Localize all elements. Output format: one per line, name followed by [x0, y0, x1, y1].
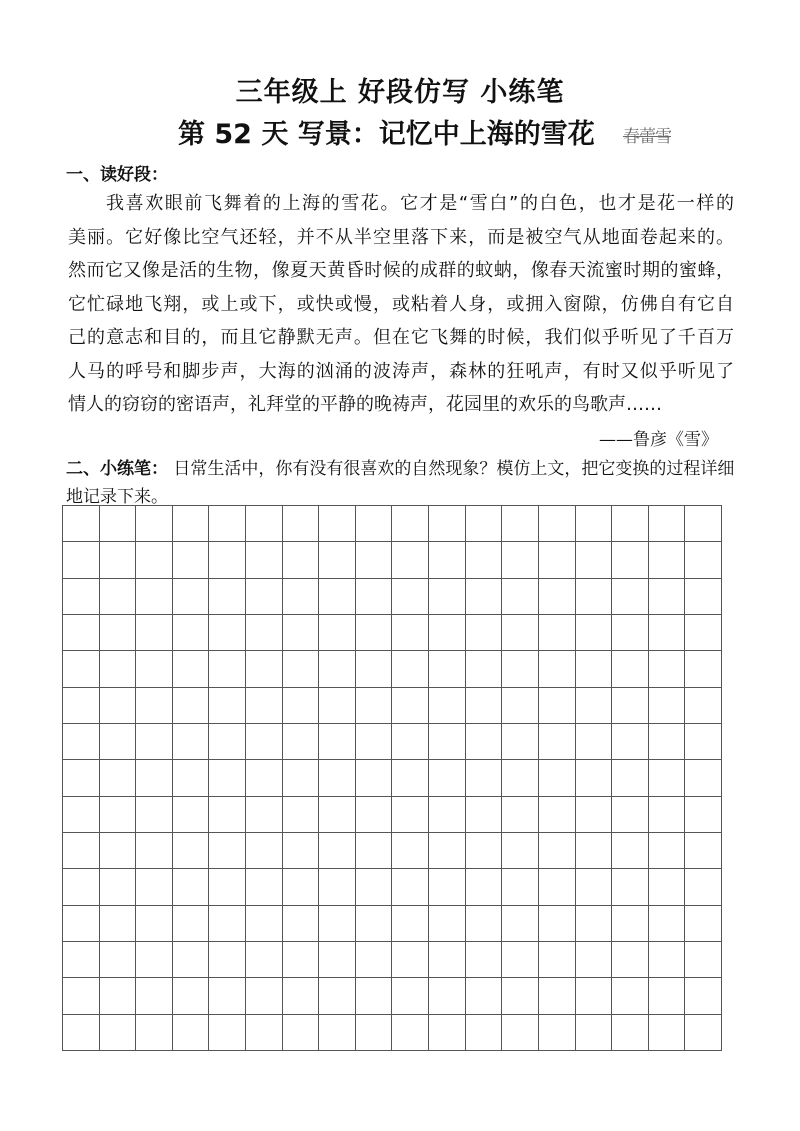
- grid-cell[interactable]: [283, 797, 320, 833]
- grid-cell[interactable]: [100, 942, 137, 978]
- grid-cell[interactable]: [502, 542, 539, 578]
- grid-cell[interactable]: [356, 797, 393, 833]
- grid-cell[interactable]: [392, 579, 429, 615]
- grid-cell[interactable]: [209, 651, 246, 687]
- grid-cell[interactable]: [466, 869, 503, 905]
- grid-cell[interactable]: [136, 724, 173, 760]
- grid-cell[interactable]: [649, 615, 686, 651]
- grid-cell[interactable]: [539, 906, 576, 942]
- grid-cell[interactable]: [283, 651, 320, 687]
- grid-cell[interactable]: [466, 651, 503, 687]
- grid-cell[interactable]: [539, 1015, 576, 1051]
- grid-cell[interactable]: [612, 978, 649, 1014]
- grid-cell[interactable]: [356, 760, 393, 796]
- reading-passage: [68, 187, 734, 422]
- grid-cell[interactable]: [539, 579, 576, 615]
- grid-cell[interactable]: [63, 760, 100, 796]
- grid-cell[interactable]: [209, 833, 246, 869]
- writing-grid[interactable]: [62, 505, 722, 1051]
- grid-cell[interactable]: [429, 833, 466, 869]
- grid-cell[interactable]: [392, 506, 429, 542]
- grid-cell[interactable]: [539, 869, 576, 905]
- grid-cell[interactable]: [392, 688, 429, 724]
- grid-cell[interactable]: [173, 906, 210, 942]
- grid-cell[interactable]: [63, 542, 100, 578]
- grid-cell[interactable]: [173, 615, 210, 651]
- grid-cell[interactable]: [136, 869, 173, 905]
- grid-cell[interactable]: [356, 615, 393, 651]
- passage-line: 人马的呼号和脚步声，大海的汹涌的波涛声，森林的狂吼声，有时又似乎听见了: [68, 360, 734, 382]
- grid-cell[interactable]: [612, 579, 649, 615]
- grid-cell[interactable]: [685, 869, 722, 905]
- grid-cell[interactable]: [283, 906, 320, 942]
- grid-cell[interactable]: [283, 942, 320, 978]
- grid-cell[interactable]: [246, 760, 283, 796]
- passage-line: 美丽。它好像比空气还轻，并不从半空里落下来，而是被空气从地面卷起来的。: [68, 226, 734, 248]
- grid-cell[interactable]: [356, 1015, 393, 1051]
- grid-cell[interactable]: [356, 724, 393, 760]
- grid-cell[interactable]: [392, 1015, 429, 1051]
- grid-cell[interactable]: [612, 869, 649, 905]
- grid-cell[interactable]: [209, 579, 246, 615]
- grid-cell[interactable]: [209, 797, 246, 833]
- grid-cell[interactable]: [356, 651, 393, 687]
- grid-cell[interactable]: [576, 724, 613, 760]
- grid-cell[interactable]: [502, 978, 539, 1014]
- grid-cell[interactable]: [649, 833, 686, 869]
- grid-cell[interactable]: [246, 724, 283, 760]
- grid-cell[interactable]: [685, 942, 722, 978]
- grid-cell[interactable]: [576, 833, 613, 869]
- grid-cell[interactable]: [392, 978, 429, 1014]
- grid-cell[interactable]: [539, 615, 576, 651]
- grid-cell[interactable]: [466, 906, 503, 942]
- grid-cell[interactable]: [392, 797, 429, 833]
- grid-cell[interactable]: [209, 688, 246, 724]
- grid-cell[interactable]: [209, 978, 246, 1014]
- grid-cell[interactable]: [100, 797, 137, 833]
- grid-cell[interactable]: [283, 724, 320, 760]
- grid-cell[interactable]: [502, 942, 539, 978]
- grid-cell[interactable]: [429, 1015, 466, 1051]
- grid-cell[interactable]: [576, 760, 613, 796]
- grid-cell[interactable]: [100, 651, 137, 687]
- grid-cell[interactable]: [685, 688, 722, 724]
- section-practice-heading: 二、小练笔：: [66, 459, 168, 479]
- grid-cell[interactable]: [283, 542, 320, 578]
- grid-cell[interactable]: [173, 542, 210, 578]
- grid-cell[interactable]: [319, 724, 356, 760]
- grid-cell[interactable]: [539, 506, 576, 542]
- grid-cell[interactable]: [576, 651, 613, 687]
- passage-line: 己的意志和目的，而且它静默无声。但在它飞舞的时候，我们似乎听见了千百万: [68, 327, 734, 348]
- grid-cell[interactable]: [173, 942, 210, 978]
- grid-cell[interactable]: [356, 942, 393, 978]
- grid-cell[interactable]: [173, 869, 210, 905]
- grid-cell[interactable]: [63, 1015, 100, 1051]
- grid-cell[interactable]: [246, 542, 283, 578]
- grid-cell[interactable]: [502, 688, 539, 724]
- grid-cell[interactable]: [100, 579, 137, 615]
- grid-cell[interactable]: [63, 724, 100, 760]
- grid-cell[interactable]: [649, 724, 686, 760]
- grid-cell[interactable]: [685, 542, 722, 578]
- grid-cell[interactable]: [466, 760, 503, 796]
- grid-cell[interactable]: [685, 724, 722, 760]
- grid-cell[interactable]: [685, 833, 722, 869]
- grid-cell[interactable]: [685, 579, 722, 615]
- grid-cell[interactable]: [392, 942, 429, 978]
- grid-cell[interactable]: [246, 506, 283, 542]
- grid-cell[interactable]: [392, 542, 429, 578]
- grid-cell[interactable]: [319, 833, 356, 869]
- grid-cell[interactable]: [356, 869, 393, 905]
- passage-line: 我喜欢眼前飞舞着的上海的雪花。它才是“雪白”的白色，也才是花一样的: [106, 193, 734, 214]
- grid-cell[interactable]: [649, 506, 686, 542]
- grid-cell[interactable]: [539, 942, 576, 978]
- grid-cell[interactable]: [100, 688, 137, 724]
- grid-cell[interactable]: [319, 906, 356, 942]
- grid-cell[interactable]: [649, 651, 686, 687]
- grid-cell[interactable]: [356, 542, 393, 578]
- grid-cell[interactable]: [136, 506, 173, 542]
- grid-cell[interactable]: [466, 688, 503, 724]
- grid-cell[interactable]: [429, 906, 466, 942]
- grid-cell[interactable]: [63, 833, 100, 869]
- grid-cell[interactable]: [649, 978, 686, 1014]
- grid-cell[interactable]: [502, 724, 539, 760]
- grid-cell[interactable]: [576, 615, 613, 651]
- grid-cell[interactable]: [209, 1015, 246, 1051]
- grid-cell[interactable]: [612, 615, 649, 651]
- grid-cell[interactable]: [100, 615, 137, 651]
- grid-cell[interactable]: [392, 651, 429, 687]
- grid-cell[interactable]: [685, 506, 722, 542]
- grid-cell[interactable]: [209, 542, 246, 578]
- grid-cell[interactable]: [466, 978, 503, 1014]
- grid-cell[interactable]: [649, 1015, 686, 1051]
- grid-cell[interactable]: [576, 688, 613, 724]
- grid-cell[interactable]: [539, 688, 576, 724]
- grid-cell[interactable]: [283, 1015, 320, 1051]
- grid-cell[interactable]: [319, 651, 356, 687]
- grid-cell[interactable]: [209, 724, 246, 760]
- grid-cell[interactable]: [319, 542, 356, 578]
- grid-cell[interactable]: [685, 978, 722, 1014]
- grid-cell[interactable]: [209, 760, 246, 796]
- grid-cell[interactable]: [539, 542, 576, 578]
- grid-cell[interactable]: [63, 688, 100, 724]
- grid-cell[interactable]: [173, 833, 210, 869]
- grid-cell[interactable]: [429, 506, 466, 542]
- grid-cell[interactable]: [246, 651, 283, 687]
- grid-cell[interactable]: [392, 833, 429, 869]
- grid-cell[interactable]: [246, 615, 283, 651]
- grid-cell[interactable]: [356, 978, 393, 1014]
- grid-cell[interactable]: [283, 506, 320, 542]
- grid-cell[interactable]: [649, 579, 686, 615]
- grid-cell[interactable]: [502, 615, 539, 651]
- grid-cell[interactable]: [576, 506, 613, 542]
- grid-cell[interactable]: [173, 760, 210, 796]
- grid-cell[interactable]: [283, 978, 320, 1014]
- passage-line: 情人的窃窃的密语声，礼拜堂的平静的晚祷声，花园里的欢乐的鸟歌声……: [68, 394, 662, 415]
- grid-cell[interactable]: [173, 797, 210, 833]
- grid-cell[interactable]: [63, 506, 100, 542]
- grid-cell[interactable]: [576, 542, 613, 578]
- grid-cell[interactable]: [576, 869, 613, 905]
- grid-cell[interactable]: [502, 760, 539, 796]
- grid-cell[interactable]: [319, 978, 356, 1014]
- grid-cell[interactable]: [100, 1015, 137, 1051]
- grid-cell[interactable]: [63, 615, 100, 651]
- grid-cell[interactable]: [429, 615, 466, 651]
- grid-cell[interactable]: [612, 651, 649, 687]
- grid-cell[interactable]: [649, 688, 686, 724]
- grid-cell[interactable]: [466, 506, 503, 542]
- grid-cell[interactable]: [466, 542, 503, 578]
- grid-cell[interactable]: [612, 1015, 649, 1051]
- grid-cell[interactable]: [283, 579, 320, 615]
- grid-cell[interactable]: [612, 797, 649, 833]
- grid-cell[interactable]: [612, 760, 649, 796]
- grid-cell[interactable]: [392, 869, 429, 905]
- grid-cell[interactable]: [136, 615, 173, 651]
- grid-cell[interactable]: [63, 906, 100, 942]
- grid-cell[interactable]: [63, 579, 100, 615]
- grid-cell[interactable]: [63, 978, 100, 1014]
- grid-cell[interactable]: [173, 724, 210, 760]
- grid-cell[interactable]: [63, 942, 100, 978]
- grid-cell[interactable]: [246, 978, 283, 1014]
- grid-cell[interactable]: [539, 797, 576, 833]
- grid-cell[interactable]: [539, 833, 576, 869]
- grid-cell[interactable]: [685, 1015, 722, 1051]
- grid-cell[interactable]: [63, 869, 100, 905]
- grid-cell[interactable]: [319, 1015, 356, 1051]
- grid-cell[interactable]: [466, 579, 503, 615]
- grid-cell[interactable]: [100, 906, 137, 942]
- grid-cell[interactable]: [649, 869, 686, 905]
- grid-cell[interactable]: [649, 542, 686, 578]
- grid-cell[interactable]: [429, 942, 466, 978]
- grid-cell[interactable]: [685, 797, 722, 833]
- grid-cell[interactable]: [502, 506, 539, 542]
- grid-cell[interactable]: [319, 688, 356, 724]
- grid-cell[interactable]: [319, 942, 356, 978]
- grid-cell[interactable]: [173, 579, 210, 615]
- grid-cell[interactable]: [136, 651, 173, 687]
- grid-cell[interactable]: [136, 542, 173, 578]
- grid-cell[interactable]: [466, 724, 503, 760]
- practice-section: [66, 455, 736, 511]
- grid-cell[interactable]: [100, 833, 137, 869]
- grid-cell[interactable]: [429, 978, 466, 1014]
- grid-cell[interactable]: [539, 978, 576, 1014]
- grid-cell[interactable]: [356, 688, 393, 724]
- grid-cell[interactable]: [319, 579, 356, 615]
- lesson-subtitle: 第 52 天 写景：记忆中上海的雪花: [178, 119, 595, 150]
- grid-cell[interactable]: [685, 760, 722, 796]
- grid-cell[interactable]: [136, 906, 173, 942]
- passage-line: 然而它又像是活的生物，像夏天黄昏时候的成群的蚊蚋，像春天流蜜时期的蜜蜂，: [68, 260, 734, 281]
- grid-cell[interactable]: [429, 542, 466, 578]
- grid-cell[interactable]: [173, 688, 210, 724]
- grid-cell[interactable]: [685, 906, 722, 942]
- grid-cell[interactable]: [466, 942, 503, 978]
- grid-cell[interactable]: [319, 869, 356, 905]
- grid-cell[interactable]: [392, 724, 429, 760]
- grid-cell[interactable]: [100, 724, 137, 760]
- grid-cell[interactable]: [429, 579, 466, 615]
- section-read-heading: 一、读好段：: [66, 165, 168, 185]
- grid-cell[interactable]: [576, 906, 613, 942]
- grid-cell[interactable]: [246, 906, 283, 942]
- grid-cell[interactable]: [539, 724, 576, 760]
- grid-cell[interactable]: [356, 579, 393, 615]
- grid-cell[interactable]: [136, 797, 173, 833]
- grid-cell[interactable]: [100, 869, 137, 905]
- grid-cell[interactable]: [576, 797, 613, 833]
- grid-cell[interactable]: [612, 906, 649, 942]
- grid-cell[interactable]: [173, 506, 210, 542]
- grid-cell[interactable]: [502, 869, 539, 905]
- grid-cell[interactable]: [612, 688, 649, 724]
- grid-cell[interactable]: [429, 724, 466, 760]
- grid-cell[interactable]: [283, 615, 320, 651]
- grid-cell[interactable]: [100, 506, 137, 542]
- grid-cell[interactable]: [649, 797, 686, 833]
- grid-cell[interactable]: [63, 651, 100, 687]
- grid-cell[interactable]: [319, 797, 356, 833]
- grid-cell[interactable]: [612, 506, 649, 542]
- grid-cell[interactable]: [466, 797, 503, 833]
- grid-cell[interactable]: [429, 869, 466, 905]
- grid-cell[interactable]: [283, 869, 320, 905]
- grid-cell[interactable]: [685, 615, 722, 651]
- grid-cell[interactable]: [576, 978, 613, 1014]
- grid-cell[interactable]: [356, 906, 393, 942]
- grid-cell[interactable]: [246, 1015, 283, 1051]
- grid-cell[interactable]: [246, 688, 283, 724]
- grid-cell[interactable]: [283, 760, 320, 796]
- grid-cell[interactable]: [283, 688, 320, 724]
- grid-cell[interactable]: [246, 833, 283, 869]
- grid-cell[interactable]: [173, 978, 210, 1014]
- grid-cell[interactable]: [392, 615, 429, 651]
- practice-prompt: 日常生活中，你有没有很喜欢的自然现象？模仿上文，把它变换的过程详细地记录下来。: [66, 459, 735, 507]
- grid-cell[interactable]: [209, 942, 246, 978]
- grid-cell[interactable]: [63, 797, 100, 833]
- passage-source: ——鲁彦《雪》: [599, 430, 718, 450]
- grid-cell[interactable]: [466, 833, 503, 869]
- grid-cell[interactable]: [100, 542, 137, 578]
- grid-cell[interactable]: [392, 760, 429, 796]
- grid-cell[interactable]: [429, 797, 466, 833]
- grid-cell[interactable]: [100, 978, 137, 1014]
- grid-cell[interactable]: [100, 760, 137, 796]
- grid-cell[interactable]: [649, 942, 686, 978]
- grid-cell[interactable]: [502, 1015, 539, 1051]
- passage-line: 它忙碌地飞翔，或上或下，或快或慢，或粘着人身，或拥入窗隙，仿佛自有它自: [68, 293, 734, 315]
- grid-cell[interactable]: [502, 651, 539, 687]
- grid-cell[interactable]: [539, 651, 576, 687]
- grid-cell[interactable]: [136, 579, 173, 615]
- grid-cell[interactable]: [246, 869, 283, 905]
- grid-cell[interactable]: [429, 651, 466, 687]
- grid-cell[interactable]: [209, 906, 246, 942]
- grid-cell[interactable]: [612, 833, 649, 869]
- grid-cell[interactable]: [429, 760, 466, 796]
- grid-cell[interactable]: [649, 760, 686, 796]
- grid-cell[interactable]: [685, 651, 722, 687]
- grid-cell[interactable]: [466, 1015, 503, 1051]
- grid-cell[interactable]: [502, 833, 539, 869]
- grid-cell[interactable]: [392, 906, 429, 942]
- grid-cell[interactable]: [173, 1015, 210, 1051]
- grid-cell[interactable]: [649, 906, 686, 942]
- grid-cell[interactable]: [246, 579, 283, 615]
- grid-cell[interactable]: [319, 615, 356, 651]
- grid-cell[interactable]: [209, 615, 246, 651]
- grid-cell[interactable]: [356, 506, 393, 542]
- grid-cell[interactable]: [136, 942, 173, 978]
- grid-cell[interactable]: [502, 579, 539, 615]
- grid-cell[interactable]: [246, 942, 283, 978]
- grid-cell[interactable]: [576, 1015, 613, 1051]
- grid-cell[interactable]: [136, 978, 173, 1014]
- grid-cell[interactable]: [173, 651, 210, 687]
- grid-cell[interactable]: [539, 760, 576, 796]
- grid-cell[interactable]: [612, 724, 649, 760]
- grid-cell[interactable]: [319, 506, 356, 542]
- worksheet-title: 三年级上 好段仿写 小练笔: [235, 77, 565, 108]
- grid-cell[interactable]: [136, 688, 173, 724]
- grid-cell[interactable]: [246, 797, 283, 833]
- grid-cell[interactable]: [319, 760, 356, 796]
- grid-cell[interactable]: [209, 506, 246, 542]
- watermark-stamp: 春蕾雪: [623, 127, 671, 147]
- grid-cell[interactable]: [502, 906, 539, 942]
- grid-cell[interactable]: [612, 542, 649, 578]
- grid-cell[interactable]: [576, 579, 613, 615]
- grid-cell[interactable]: [466, 615, 503, 651]
- grid-cell[interactable]: [209, 869, 246, 905]
- grid-cell[interactable]: [136, 833, 173, 869]
- grid-cell[interactable]: [429, 688, 466, 724]
- grid-cell[interactable]: [136, 760, 173, 796]
- grid-cell[interactable]: [283, 833, 320, 869]
- grid-cell[interactable]: [502, 797, 539, 833]
- grid-cell[interactable]: [576, 942, 613, 978]
- grid-cell[interactable]: [136, 1015, 173, 1051]
- grid-cell[interactable]: [356, 833, 393, 869]
- grid-cell[interactable]: [612, 942, 649, 978]
